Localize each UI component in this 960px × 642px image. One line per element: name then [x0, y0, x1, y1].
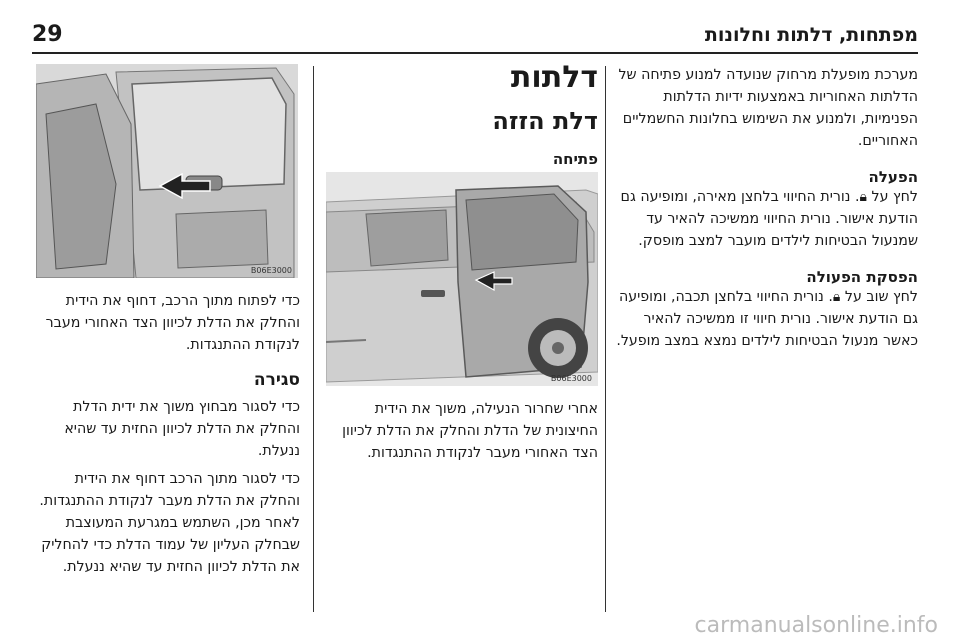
middle-caption-block [326, 398, 598, 464]
activation-text: לחץ על 🔒︎. נורית החיווי בלחצן מאירה, ומופיעה גם הודעת אישור. נורית החיווי ממשיכה להאיר עד שמנעול הבטיחות לילדים מועבר למצב מופסק. [620, 189, 918, 249]
opening-heading: פתיחה [552, 150, 598, 168]
van-interior-illustration [36, 64, 298, 278]
page-header [0, 0, 960, 52]
section-title: דלתות [510, 60, 598, 95]
closing-heading: סגירה [253, 370, 300, 390]
subsection-title: דלת הזזה [492, 107, 598, 135]
column-divider-left [313, 66, 314, 612]
sliding-door-interior-figure [36, 64, 298, 278]
closing-outside-text: כדי לסגור מבחוץ משוך את ידית הדלת והחלק את הדלת לכיוון החזית עד שהיא ננעלת. [64, 399, 300, 459]
deactivation-text: לחץ שוב על 🔒︎. נורית החיווי בלחצן תכבה, ומופיעה גם הודעת אישור. נורית חיווי זו ממשיכה להאיר כאשר מנעול הבטיחות לילדים נמצא במצב מופעל. [616, 289, 918, 349]
figure-code: B06E3000 [550, 374, 592, 383]
sliding-door-exterior-figure [326, 172, 598, 386]
van-exterior-illustration [326, 172, 598, 386]
middle-column [320, 60, 598, 168]
header-title: מפתחות, דלתות וחלונות [704, 24, 918, 46]
right-column [612, 64, 918, 352]
left-column [32, 290, 300, 578]
header-rule [32, 52, 918, 54]
closing-inside-text: כדי לסגור מתוך הרכב דחוף את הידית והחלק את הדלת מעבר לנקודת ההתנגדות. לאחר מכן, השתמש במגרעת המעוצבת שבחלק העליון של עמוד הדלת כדי להחליק את הדלת לכיוון החזית עד שהיא ננעלת. [39, 471, 300, 575]
page-number: 29 [32, 22, 63, 47]
child-lock-intro: מערכת מופעלת מרחוק שנועדה למנוע פתיחה של הדלתות האחוריות באמצעות ידיות הדלתות הפנימיות, ולמנוע את השימוש בחלונות החשמליים האחוריים. [618, 67, 918, 149]
activation-heading: הפעלה [868, 168, 918, 186]
deactivation-heading: הפסקת הפעולה [806, 268, 918, 286]
column-divider-right [605, 66, 606, 612]
interior-opening-text: כדי לפתוח מתוך הרכב, דחוף את הידית והחלק את הדלת לכיוון הצד האחורי מעבר לנקודת ההתנגדות. [45, 293, 300, 353]
watermark: carmanualsonline.info [694, 613, 938, 638]
figure-code: B06E3000 [250, 266, 292, 275]
exterior-opening-text: אחרי שחרור הנעילה, משוך את הידית החיצונית של הדלת והחלק את הדלת לכיוון הצד האחורי מעבר לנקודת ההתנגדות. [342, 401, 598, 461]
